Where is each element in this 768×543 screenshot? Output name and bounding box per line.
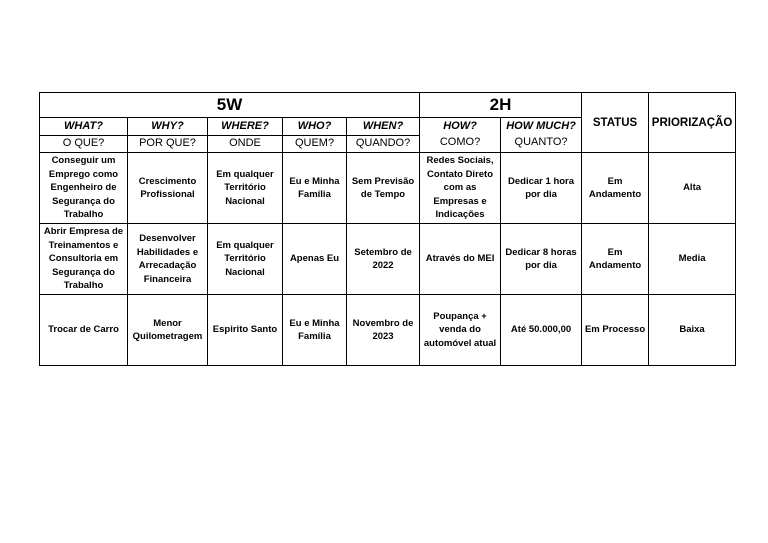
column-header-pt: POR QUE? (139, 136, 196, 149)
cell-why: Desenvolver Habilidades e Arrecadação Financeira (128, 224, 208, 295)
cell-why: Menor Quilometragem (128, 295, 208, 366)
group-header-5w: 5W (40, 93, 420, 118)
column-header-how-much (501, 118, 582, 153)
cell-how: Poupança + venda do automóvel atual (420, 295, 501, 366)
cell-when: Sem Previsão de Tempo (347, 153, 420, 224)
column-header-pt: COMO? (439, 136, 481, 148)
cell-why: Crescimento Profissional (128, 153, 208, 224)
column-header-en: WHAT? (40, 119, 127, 136)
cell-how: Através do MEI (420, 224, 501, 295)
column-header-how (420, 118, 501, 153)
cell-when: Setembro de 2022 (347, 224, 420, 295)
cell-when: Novembro de 2023 (347, 295, 420, 366)
column-header-en: WHO? (283, 119, 346, 136)
column-header-en: HOW? (443, 120, 477, 132)
column-header-en: WHERE? (208, 119, 282, 136)
cell-where: Em qualquer Território Nacional (208, 224, 283, 295)
column-header-en: WHY? (128, 119, 207, 136)
cell-what: Abrir Empresa de Treinamentos e Consultoria em Segurança do Trabalho (40, 224, 128, 295)
cell-how-much: Dedicar 1 hora por dia (501, 153, 582, 224)
cell-priority: Baixa (649, 295, 736, 366)
status-header: STATUS (582, 93, 649, 153)
column-header-where (208, 118, 283, 153)
column-header-pt: QUANTO? (514, 136, 568, 148)
cell-who: Apenas Eu (283, 224, 347, 295)
table-row (40, 295, 736, 366)
priority-header: PRIORIZAÇÃO (649, 93, 736, 153)
table-row (40, 224, 736, 295)
cell-where: Em qualquer Território Nacional (208, 153, 283, 224)
column-header-pt: O QUE? (62, 136, 105, 149)
column-header-what (40, 118, 128, 153)
group-header-2h: 2H (420, 93, 582, 118)
cell-status: Em Andamento (582, 224, 649, 295)
cell-how: Redes Sociais, Contato Direto com as Empresas e Indicações (420, 153, 501, 224)
cell-status: Em Andamento (582, 153, 649, 224)
5w2h-action-plan-table (39, 92, 736, 366)
column-header-who (283, 118, 347, 153)
column-header-pt: QUEM? (294, 136, 335, 149)
column-header-en: WHEN? (347, 119, 419, 136)
cell-who: Eu e Minha Família (283, 295, 347, 366)
cell-where: Espirito Santo (208, 295, 283, 366)
cell-how-much: Até 50.000,00 (501, 295, 582, 366)
column-header-pt: QUANDO? (355, 136, 411, 149)
cell-what: Trocar de Carro (40, 295, 128, 366)
column-header-when (347, 118, 420, 153)
cell-who: Eu e Minha Família (283, 153, 347, 224)
cell-status: Em Processo (582, 295, 649, 366)
column-header-why (128, 118, 208, 153)
column-header-en: HOW MUCH? (506, 120, 576, 132)
cell-priority: Media (649, 224, 736, 295)
group-header-row (40, 93, 736, 118)
table-row (40, 153, 736, 224)
cell-priority: Alta (649, 153, 736, 224)
cell-what: Conseguir um Emprego como Engenheiro de Segurança do Trabalho (40, 153, 128, 224)
column-header-pt: ONDE (229, 136, 261, 149)
cell-how-much: Dedicar 8 horas por dia (501, 224, 582, 295)
